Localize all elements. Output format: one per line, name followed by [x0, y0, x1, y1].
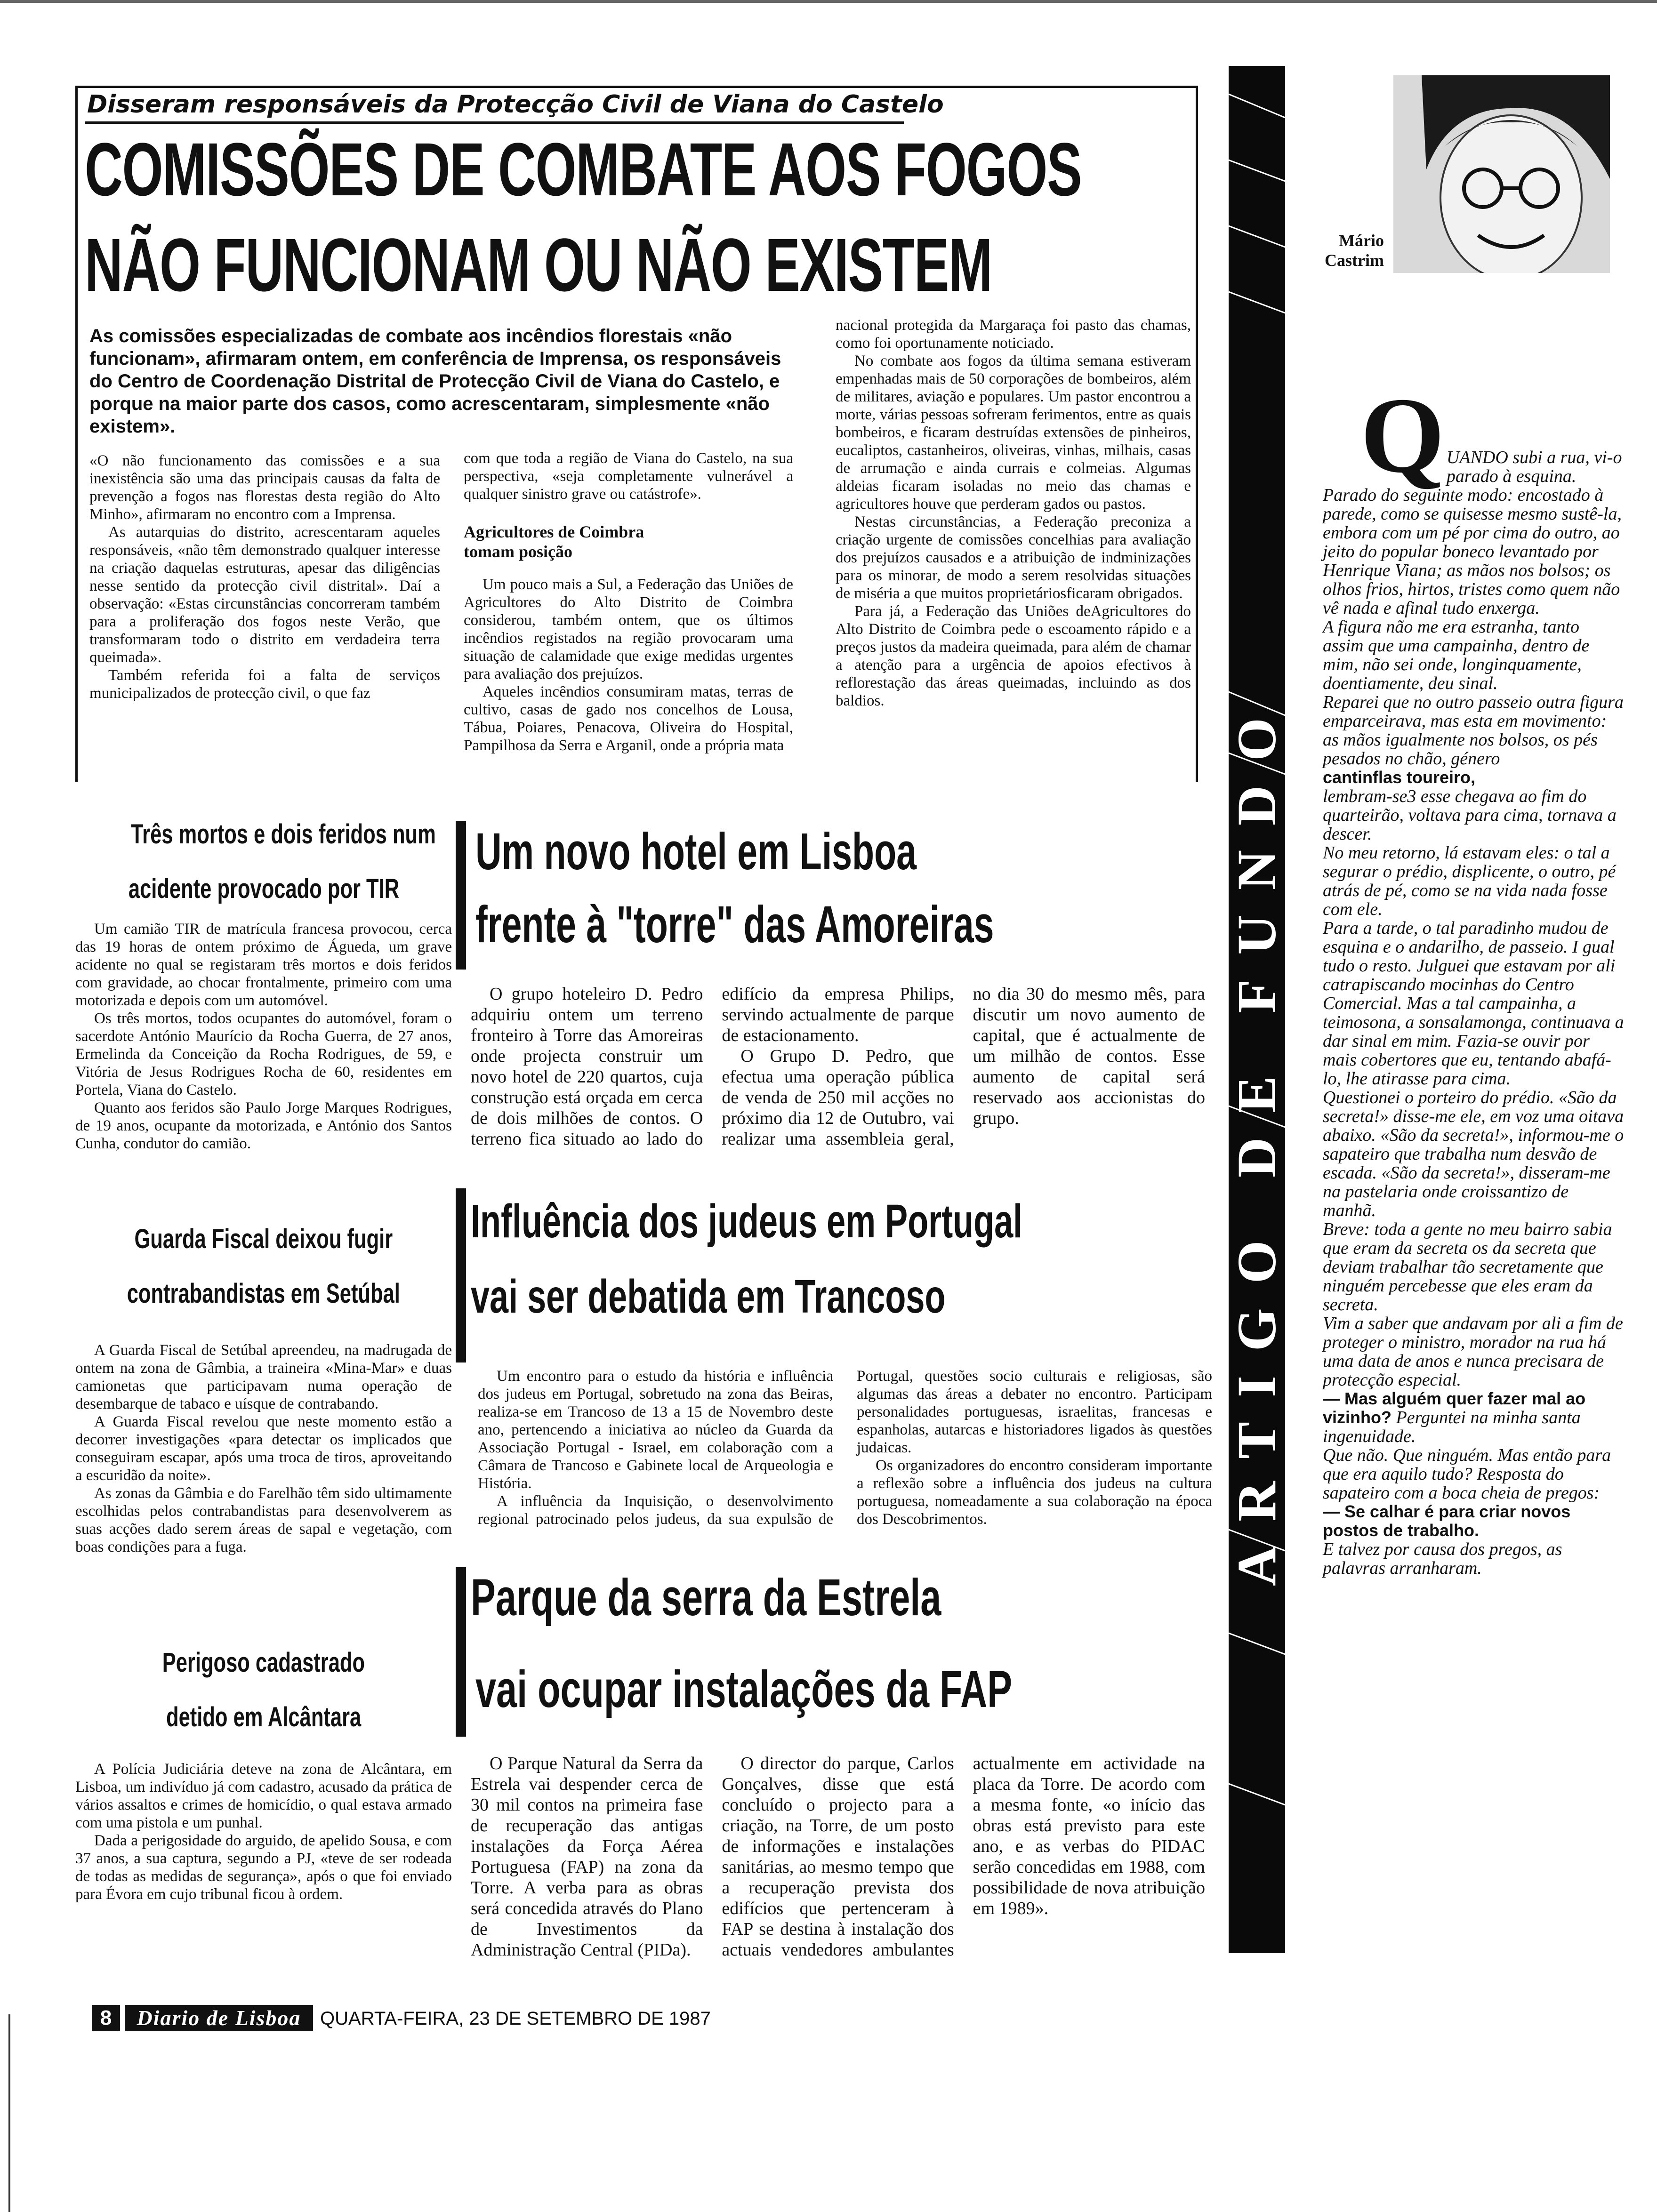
opinion-column [1323, 375, 1624, 1578]
guarda-headline-line1: Guarda Fiscal deixou fugir [134, 1224, 393, 1254]
main-col3 [836, 316, 1191, 710]
opinion-dialog1-rest: Perguntei na minha santa ingenuidade. [1323, 1408, 1581, 1446]
hotel-body [471, 984, 1205, 1186]
estrela-body [471, 1753, 1205, 1970]
masthead: Diario de Lisboa [125, 2005, 313, 2031]
estrela-para: O Parque Natural da Serra da Estrela vai despender cerca de 30 mil contos na primeira fase de recuperação das antigas instalações da Força Aérea Portuguesa (FAP) na zona da Torre. A verba para as obras será concedida através do Plano de Investimentos da Administração Central (PIDa). [471, 1754, 703, 1960]
main-col1 [89, 452, 440, 702]
tir-para: Os três mortos, todos ocupantes do automóvel, foram o sacerdote António Maurício da Rocha Guerra, de 27 anos, Ermelinda da Conceição da Rocha Rodrigues, de 59, e Vitória de Jesus Rodrigues Rocha de 60, residentes em Portela, Viana do Castelo. [75, 1010, 452, 1098]
perigoso-para: Dada a perigosidade do arguido, de apelido Sousa, e com 37 anos, a sua captura, segundo a PJ, «teve de ser rodeada de todas as medidas de segurança», após o que foi enviado para Évora em cujo tribunal ficou à ordem. [75, 1832, 452, 1903]
perigoso-body [75, 1760, 452, 1903]
main-col2-intro: com que toda a região de Viana do Castelo, na sua perspectiva, «seja completamente vulnerável a qualquer sinistro grave ou catástrofe». [464, 450, 793, 503]
perigoso-headline-line1: Perigoso cadastrado [162, 1647, 365, 1678]
judeus-para: Um encontro para o estudo da história e influência dos judeus em Portugal, sobretudo na zona das Beiras, realiza-se em Trancoso de 13 a 15 de Novembro deste ano, pertencendo a iniciativa ao núcleo da Guarda da Associação Portugal - Israel, em colaboração com a Câmara de Trancoso e Gabinete local de Arqueologia e História. [478, 1368, 833, 1492]
tir-body [75, 920, 452, 1153]
estrela-left-bar [456, 1567, 466, 1737]
subhead-agricultores [464, 522, 793, 561]
judeus-headline-line1: Influência dos judeus em Portugal [471, 1195, 1023, 1248]
guarda-headline [80, 1224, 447, 1309]
main-col3-para: Para já, a Federação das Uniões deAgricultores do Alto Distrito de Coimbra pede o escoamento rápido e a preços justos da madeira queimada, para além de chamar a atenção para a urgência de apoios efectivos à reflorestação das áreas queimadas, incluindo as dos baldios. [836, 603, 1191, 709]
main-lead: As comissões especializadas de combate aos incêndios florestais «não funcionam», afirmaram ontem, em conferência de Imprensa, os responsáveis do Centro de Coordenação Distrital de Protecção Civil de Viana do Castelo, e porque na maior parte dos casos, como acrescentaram, simplesmente «não existem». [89, 326, 781, 437]
main-col3-para: Nestas circunstâncias, a Federação preconiza a criação urgente de comissões concelhias para avaliação dos prejuízos causados e a atribuição de indminizações para os minorar, de modo a serem resolvidas situações de miséria a que muitos proprietáriosficaram obrigados. [836, 513, 1191, 602]
hotel-left-bar [456, 821, 466, 970]
opinion-para: No meu retorno, lá estavam eles: o tal a segurar o prédio, displicente, o outro, pé atrás de pé, como se na vida nada fosse com ele. [1323, 843, 1616, 919]
opinion-para: cantinflas toureiro, [1323, 768, 1476, 787]
hotel-para: O grupo hoteleiro D. Pedro adquiriu ontem um terreno fronteiro à Torre das Amoreiras onde projecta construir um novo hotel de 220 quartos, cuja construção está orçada em cerca de dois milhões de contos. O terreno fica situado ao lado do edifício da empresa Philips, servindo actualmente de parque de estacionamento. [471, 984, 954, 1149]
page-number: 8 [92, 2005, 120, 2031]
guarda-headline-line2: contrabandistas em Setúbal [127, 1278, 401, 1309]
author-photo [1393, 75, 1610, 273]
perigoso-para: A Polícia Judiciária deteve na zona de Alcântara, em Lisboa, um indivíduo já com cadastro, acusado da prática de vários assaltos e crimes de homicídio, o qual estava armado com uma pistola e um punhal. [75, 1761, 452, 1831]
tir-para: Um camião TIR de matrícula francesa provocou, cerca das 19 horas de ontem próximo de Águeda, um grave acidente no qual se registaram três mortos e dois feridos com gravidade, ao chocar frontalmente, primeiro com uma motorizada e depois com um automóvel. [75, 921, 452, 1009]
judeus-headline-line2: vai ser debatida em Trancoso [471, 1270, 946, 1323]
opinion-para: Para a tarde, o tal paradinho mudou de esquina e o andarilho, de passeio. I gual tudo o resto. Julguei que estavam por ali catrapiscando mocinhas do Centro Comercial. Mas a tal campainha, a teimosona, a sonsalamonga, continuava a dar sinal em mim. Fazia-se ouvir por mais cobertores que eu, tentando abafá-lo, lhe atirasse para cima. [1323, 918, 1624, 1089]
perigoso-headline [80, 1647, 447, 1733]
judeus-body [478, 1367, 1212, 1555]
opinion-para: Questionei o porteiro do prédio. «São da secreta!» disse-me ele, em voz uma oitava abaixo. «São da secreta!», informou-me o sapateiro que trabalha num desvão de escada. «São da secreta!», disseram-me na pastelaria onde croissantizo de manhã. [1323, 1088, 1624, 1220]
tir-para: Quanto aos feridos são Paulo Jorge Marques Rodrigues, de 19 anos, ocupante da motorizada, e António dos Santos Cunha, condutor do camião. [75, 1099, 452, 1152]
hotel-para: O Grupo D. Pedro, que efectua uma operação pública de venda de 250 mil acções no próximo dia 12 de Outubro, vai realizar uma assembleia geral, no dia 30 do mesmo mês, para discutir um novo aumento de capital, que é actualmente de um milhão de contos. Esse aumento de capital será reservado aos accionistas do grupo. [722, 984, 1205, 1149]
opinion-para: lembram-se3 esse chegava ao fim do quarteirão, voltava para cima, tornava a descer. [1323, 786, 1617, 844]
guarda-para: As zonas da Gâmbia e do Farelhão têm sido ultimamente escolhidas pelos contrabandistas para desenvolverem as suas acções dado serem áreas de sapal e vegetação, com boas condições para a fuga. [75, 1485, 452, 1555]
guarda-para: A Guarda Fiscal revelou que neste momento estão a decorrer investigações «para detectar os implicados que conseguiram escapar, após uma troca de tiros, aproveitando a escuridão da noite». [75, 1413, 452, 1484]
scan-top-edge [0, 0, 1657, 3]
main-col2-para: Um pouco mais a Sul, a Federação das Uniões de Agricultores do Alto Distrito de Coimbra considerou, também ontem, que os últimos incêndios registados na região provocaram uma situação de calamidade que exige medidas urgentes para avaliação dos prejuízos. [464, 576, 793, 682]
guarda-para: A Guarda Fiscal de Setúbal apreendeu, na madrugada de ontem na zona de Gâmbia, a traineira «Mina-Mar» e duas camionetas que participavam numa operação de desembarque de tabaco e uísque de contrabando. [75, 1342, 452, 1412]
main-col3-para: nacional protegida da Margaraça foi pasto das chamas, como foi oportunamente noticiado. [836, 317, 1191, 352]
opinion-para: Breve: toda a gente no meu bairro sabia que eram da secreta os da secreta que deviam trabalhar tão secretamente que ninguém percebesse que eles eram da secreta. [1323, 1219, 1612, 1314]
sidebar-label: ARTIGO DE FUNDO [1226, 693, 1287, 1586]
guarda-body [75, 1341, 452, 1556]
judeus-left-bar [456, 1188, 466, 1362]
main-col3-para: No combate aos fogos da última semana estiveram empenhadas mais de 50 corporações de bombeiros, além de militares, aviação e populares. Um pastor encontrou a morte, várias pessoas sofreram ferimentos, entre as quais bombeiros, e ficaram destruídas extensões de pinheiros, eucaliptos, castanheiros, oliveiras, vinhas, milhais, casas de arrumação e ainda currais e colmeias. Algumas aldeias ficaram isoladas no meio das chamas e agricultores houve que perderam gados ou pastos. [836, 353, 1191, 513]
main-box-left [75, 86, 78, 782]
kicker: Disseram responsáveis da Protecção Civil de Viana do Castelo [87, 90, 944, 119]
judeus-para: Os organizadores do encontro consideram importante a reflexão sobre a influência dos judeus na cultura portuguesa, nomeadamente a sua colaboração na época dos Descobrimentos. [857, 1457, 1212, 1528]
main-col1-para: Também referida foi a falta de serviços municipalizados de protecção civil, o que faz [89, 667, 440, 702]
estrela-para: O director do parque, Carlos Gonçalves, disse que está concluído o projecto para a criação, na Torre, de um posto de informações e instalações sanitárias, ao mesmo tempo que a recuperação prevista dos edifícios que pertenceram à FAP se destina à instalação dos actuais vendedores ambulantes actualmente em actividade na placa da Torre. De acordo com a mesma fonte, «o início das obras está previsto para este ano, e as verbas do PIDAC serão concedidas em 1988, com possibilidade de nova atribuição em 1989». [722, 1754, 1205, 1960]
scan-left-edge [8, 2014, 10, 2212]
opinion-closing: E talvez por causa dos pregos, as palavras arranharam. [1323, 1539, 1562, 1578]
main-col2-para: Aqueles incêndios consumiram matas, terras de cultivo, casas de gado nos concelhos de Lousa, Tábua, Poiares, Penacova, Oliveira do Hospital, Pampilhosa da Serra e Arganil, onde a própria mata [464, 683, 793, 754]
main-col2 [464, 449, 793, 754]
opinion-para: A figura não me era estranha, tanto assim que uma campainha, dentro de mim, não sei onde, longinquamente, doentiamente, deu sinal. [1323, 617, 1590, 693]
main-col1-para: As autarquias do distrito, acrescentaram aqueles responsáveis, «não têm demonstrado qualquer interesse na criação daquelas estruturas, apesar das diligências nesse sentido da protecção civil distrital». Daí a observação: «Estas circunstâncias concorreram também para a proliferação dos fogos neste Verão, que transformaram todo o distrito em verdadeira terra queimada». [89, 524, 440, 666]
hotel-headline-line1: Um novo hotel em Lisboa [475, 823, 917, 881]
author-first: Mário [1339, 231, 1384, 250]
author-name [1320, 231, 1384, 270]
issue-date: QUARTA-FEIRA, 23 DE SETEMBRO DE 1987 [320, 2008, 711, 2029]
estrela-headline-line2: vai ocupar instalações da FAP [475, 1660, 1013, 1718]
tir-headline [80, 819, 447, 905]
opinion-opening: UANDO subi a rua, vi-o parado à esquina. Parado do seguinte modo: encostado à parede, como se quisesse mesmo sustê-la, embora com um pé por cima do outro, ao jeito do popular boneco levantado por Henrique Viana; as mãos nos bolsos; os olhos frios, hirtos, tristes como quem não vê nada e afinal tudo enxerga. [1323, 448, 1622, 618]
author-portrait-icon [1393, 75, 1610, 273]
estrela-headline-line1: Parque da serra da Estrela [471, 1569, 941, 1627]
hotel-headline-line2: frente à "torre" das Amoreiras [475, 896, 994, 954]
opinion-dialog2: — Se calhar é para criar novos postos de trabalho. [1323, 1502, 1571, 1540]
main-box-right [1196, 86, 1198, 782]
main-headline-line1: COMISSÕES DE COMBATE AOS FOGOS [85, 127, 1082, 211]
opinion-dialog1-bold: — Mas alguém quer fazer mal ao vizinho? [1323, 1389, 1586, 1427]
judeus-para: A influência da Inquisição, o desenvolvimento regional patrocinado pelos judeus, da sua expulsão de Portugal, questões socio culturais e religiosas, são algumas das áreas a debater no encontro. Participam personalidades portuguesas, israelitas, francesas e espanholas, autarcas e historiadores ligados às questões judaicas. [478, 1368, 1212, 1528]
opinion-para-after: Que não. Que ninguém. Mas então para que era aquilo tudo? Resposta do sapateiro com a boca cheia de pregos: [1323, 1445, 1611, 1503]
opinion-dropcap: Q [1360, 375, 1445, 495]
kicker-underline [85, 121, 904, 124]
author-last: Castrim [1325, 251, 1384, 270]
tir-headline-line2: acidente provocado por TIR [128, 874, 399, 904]
tir-headline-line1: Três mortos e dois feridos num [130, 819, 436, 850]
opinion-para: Vim a saber que andavam por ali a fim de proteger o ministro, morador na rua há uma data de anos e nunca precisara de protecção especial. [1323, 1314, 1623, 1390]
main-col1-para: «O não funcionamento das comissões e a sua inexistência são uma das principais causas da falta de prevenção a fogos nas florestas desta região do Alto Minho», afirmaram no encontro com a Imprensa. [89, 452, 440, 523]
main-headline-line2: NÃO FUNCIONAM OU NÃO EXISTEM [85, 223, 992, 307]
subhead-line1: Agricultores de Coimbra [464, 522, 644, 541]
opinion-dialog1 [1323, 1389, 1624, 1446]
subhead-line2: tomam posição [464, 542, 572, 561]
perigoso-headline-line2: detido em Alcântara [166, 1702, 362, 1732]
main-box-top [75, 86, 1198, 88]
opinion-para: Reparei que no outro passeio outra figura emparceirava, mas esta em movimento: as mãos igualmente nos bolsos, os pés pesados no chão, género [1323, 692, 1624, 769]
